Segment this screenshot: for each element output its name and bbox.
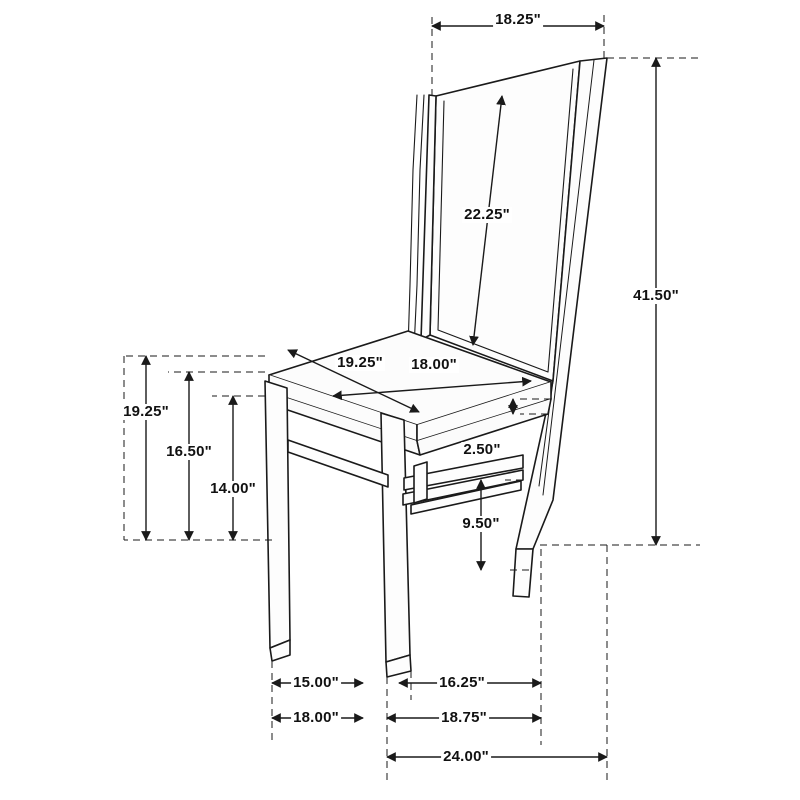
dimension-label-seat-rear-depth: 18.75" <box>441 709 487 726</box>
dimension-label-back-width: 18.25" <box>495 11 541 28</box>
dimension-label-seat-height-top: 19.25" <box>123 403 169 420</box>
dimension-label-seat-width: 18.00" <box>411 356 457 373</box>
dimension-label-seat-height-mid: 16.50" <box>166 443 212 460</box>
dimension-label-seat-depth-diagonal: 19.25" <box>337 354 383 371</box>
dimension-label-front-leg-depth: 15.00" <box>293 674 339 691</box>
dimension-label-seat-thickness: 2.50" <box>463 441 501 458</box>
dimension-label-seat-height-low: 14.00" <box>210 480 256 497</box>
dimension-label-back-height: 22.25" <box>464 206 510 223</box>
dimension-label-overall-depth: 24.00" <box>443 748 489 765</box>
dimension-label-seat-front-depth: 18.00" <box>293 709 339 726</box>
dimension-label-overall-height: 41.50" <box>633 287 679 304</box>
dimension-label-rear-leg-depth: 16.25" <box>439 674 485 691</box>
dimension-label-stretcher-height: 9.50" <box>462 515 500 532</box>
